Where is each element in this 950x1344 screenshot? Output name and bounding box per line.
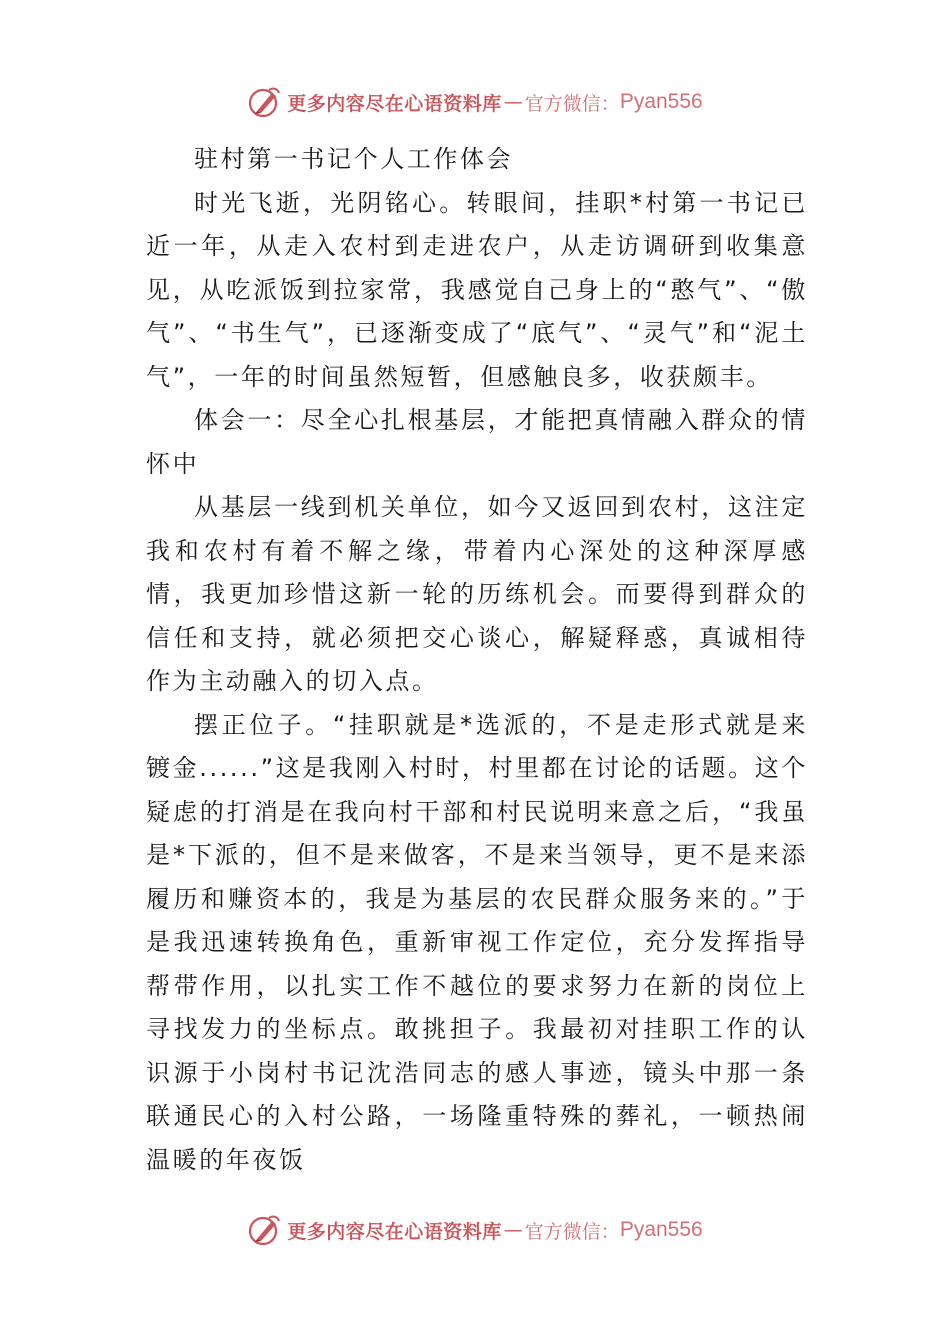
banner-dash: —: [503, 1219, 523, 1241]
banner-wechat-id: Pyan556: [619, 90, 703, 113]
pen-nib-logo-icon: [247, 1212, 283, 1248]
banner-text: 更多内容尽在心语资料库: [287, 92, 502, 115]
banner-wechat-label: 官方微信：: [524, 1220, 620, 1243]
paragraph: 摆正位子。“挂职就是*选派的，不是走形式就是来镀金......”这是我刚入村时，村里都在讨论的话题。这个疑虑的打消是在我向村干部和村民说明来意之后，“我虽是*下派的，但不是来做客，不是来当领导，更不是来添履历和赚资本的，我是为基层的农民群众服务来的。”于是我迅速转换角色，重新审视工作定位，充分发挥指导帮带作用，以扎实工作不越位的要求努力在新的岗位上寻找发力的坐标点。敢挑担子。我最初对挂职工作的认识源于小岗村书记沈浩同志的感人事迹，镜头中那一条联通民心的入村公路，一场隆重特殊的葬礼，一顿热闹温暖的年夜饭: [146, 710, 808, 1174]
paragraph: 体会一：尽全心扎根基层，才能把真情融入群众的情怀中: [146, 406, 808, 478]
document-body: [146, 138, 808, 1182]
header-banner: [0, 82, 950, 122]
paragraph: 时光飞逝，光阴铭心。转眼间，挂职*村第一书记已近一年，从走入农村到走进农户，从走访调研到收集意见，从吃派饭到拉家常，我感觉自己身上的“憨气”、“傲气”、“书生气”，已逐渐变成了“底气”、“灵气”和“泥土气”，一年的时间虽然短暂，但感触良多，收获颇丰。: [146, 188, 808, 391]
paragraph: 从基层一线到机关单位，如今又返回到农村，这注定我和农村有着不解之缘，带着内心深处的这种深厚感情，我更加珍惜这新一轮的历练机会。而要得到群众的信任和支持，就必须把交心谈心，解疑释惑，真诚相待作为主动融入的切入点。: [146, 493, 808, 695]
document-title: 驻村第一书记个人工作体会: [194, 145, 514, 173]
pen-nib-logo-icon: [247, 84, 283, 120]
footer-banner: [0, 1210, 950, 1250]
banner-wechat-id: Pyan556: [619, 1218, 703, 1241]
banner-wechat-label: 官方微信：: [524, 92, 620, 115]
banner-dash: —: [503, 91, 523, 113]
banner-text: 更多内容尽在心语资料库: [287, 1220, 502, 1243]
